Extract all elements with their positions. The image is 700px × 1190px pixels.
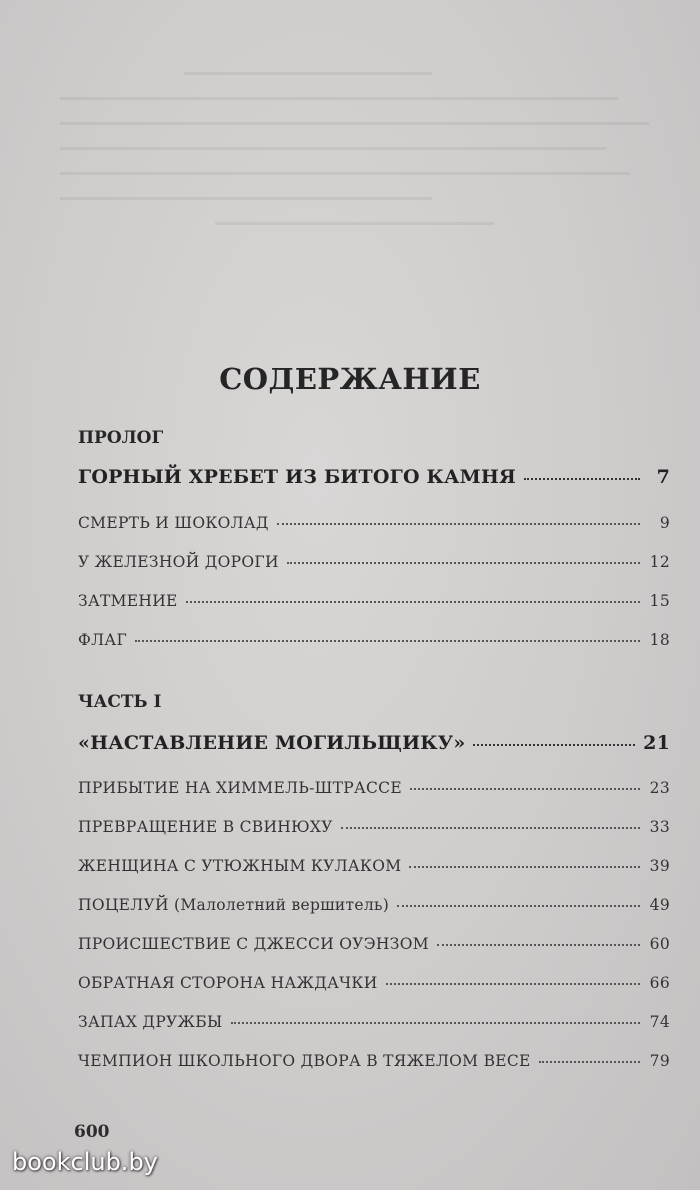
- toc-entry-label: ЖЕНЩИНА С УТЮЖНЫМ КУЛАКОМ: [78, 857, 402, 875]
- dot-leader: [287, 561, 640, 564]
- dot-leader: [539, 1060, 640, 1063]
- toc-page-number: 66: [649, 974, 670, 992]
- toc-entry: [78, 935, 670, 953]
- toc-page-number: 49: [649, 896, 670, 914]
- part-heading-part-1: ЧАСТЬ I: [78, 692, 162, 712]
- toc-section-label: ГОРНЫЙ ХРЕБЕТ ИЗ БИТОГО КАМНЯ: [78, 466, 517, 488]
- toc-entry: [78, 1013, 670, 1031]
- dot-leader: [437, 943, 640, 946]
- toc-page-number: 79: [649, 1052, 670, 1070]
- toc-entry: [78, 974, 670, 992]
- toc-section-label: «НАСТАВЛЕНИЕ МОГИЛЬЩИКУ»: [78, 732, 466, 754]
- toc-page-number: 12: [649, 553, 670, 571]
- dot-leader: [410, 787, 640, 790]
- toc-entry: [78, 631, 670, 649]
- toc-page-number: 39: [649, 857, 670, 875]
- toc-page-number: 18: [649, 631, 670, 649]
- toc-entry-label: У ЖЕЛЕЗНОЙ ДОРОГИ: [78, 553, 279, 571]
- toc-entry: [78, 857, 670, 875]
- toc-entry-label: ПРОИСШЕСТВИЕ С ДЖЕССИ ОУЭНЗОМ: [78, 935, 429, 953]
- toc-entry-label: ПОЦЕЛУЙ (Малолетний вершитель): [78, 896, 390, 914]
- dot-leader: [135, 639, 640, 642]
- toc-title: СОДЕРЖАНИЕ: [219, 362, 481, 396]
- toc-entry-label: ФЛАГ: [78, 631, 128, 649]
- toc-page-number: 21: [643, 732, 670, 754]
- toc-entry: [78, 592, 670, 610]
- toc-entry-label: ЗАТМЕНИЕ: [78, 592, 178, 610]
- toc-page-number: 23: [649, 779, 670, 797]
- toc-page-number: 74: [649, 1013, 670, 1031]
- watermark: bookclub.by: [12, 1148, 158, 1176]
- part-heading-prologue: ПРОЛОГ: [78, 428, 164, 448]
- toc-entry: [78, 818, 670, 836]
- dot-leader: [409, 865, 640, 868]
- dot-leader: [524, 477, 640, 480]
- bleed-through-text: [60, 50, 680, 310]
- toc-page-number: 60: [649, 935, 670, 953]
- toc-entry: [78, 896, 670, 914]
- dot-leader: [473, 743, 635, 746]
- toc-entry-label: ЧЕМПИОН ШКОЛЬНОГО ДВОРА В ТЯЖЕЛОМ ВЕСЕ: [78, 1052, 531, 1070]
- toc-entry-label: ПРЕВРАЩЕНИЕ В СВИНЮХУ: [78, 818, 333, 836]
- dot-leader: [386, 982, 640, 985]
- toc-entry: [78, 1052, 670, 1070]
- toc-entry-label: ЗАПАХ ДРУЖБЫ: [78, 1013, 223, 1031]
- toc-section-line: [78, 466, 670, 488]
- dot-leader: [397, 904, 640, 907]
- toc-page-number: 33: [649, 818, 670, 836]
- dot-leader: [341, 826, 640, 829]
- toc-page-number: 9: [659, 514, 670, 532]
- toc-entry: [78, 779, 670, 797]
- toc-page-number: 7: [656, 466, 670, 488]
- dot-leader: [186, 600, 640, 603]
- toc-entry: [78, 514, 670, 532]
- dot-leader: [277, 522, 640, 525]
- toc-section-line: [78, 732, 670, 754]
- toc-entry-label: ОБРАТНАЯ СТОРОНА НАЖДАЧКИ: [78, 974, 378, 992]
- toc-entry-label: ПРИБЫТИЕ НА ХИММЕЛЬ-ШТРАССЕ: [78, 779, 402, 797]
- toc-entry: [78, 553, 670, 571]
- dot-leader: [231, 1021, 641, 1024]
- toc-page-number: 15: [649, 592, 670, 610]
- page-number: 600: [74, 1122, 110, 1142]
- toc-entry-label: СМЕРТЬ И ШОКОЛАД: [78, 514, 269, 532]
